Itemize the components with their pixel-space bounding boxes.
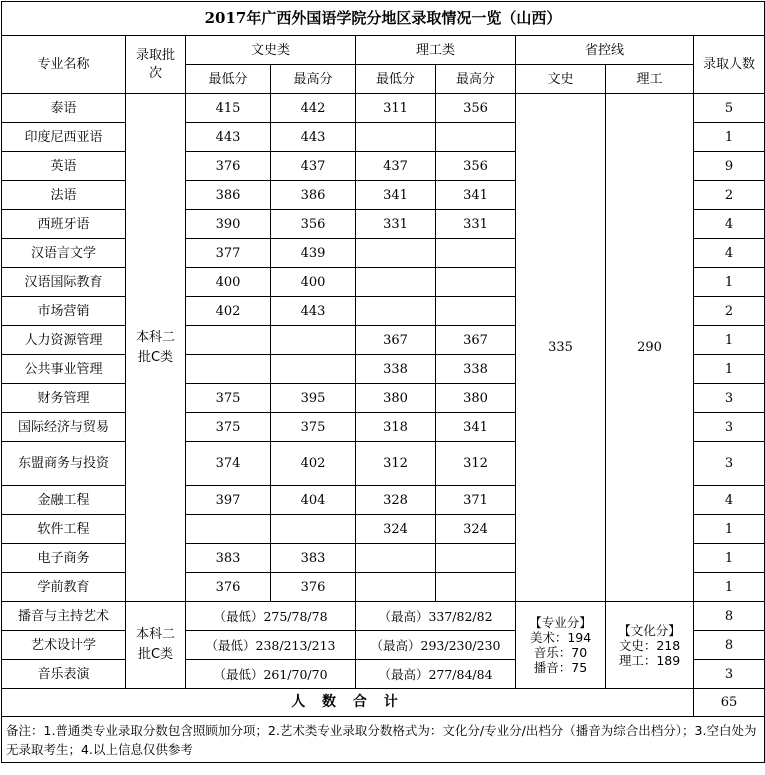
header-wenshi-min: 最低分 [186, 65, 271, 94]
header-count: 录取人数 [694, 36, 765, 94]
score-w-min: 375 [186, 384, 271, 413]
admit-count: 1 [694, 268, 765, 297]
admit-count: 2 [694, 181, 765, 210]
header-ligong-max: 最高分 [436, 65, 516, 94]
score-w-min [186, 515, 271, 544]
score-l-min [356, 297, 436, 326]
table-row [2, 94, 765, 123]
header-batch: 录取批次 [126, 36, 186, 94]
score-w-min: 443 [186, 123, 271, 152]
admit-count: 4 [694, 486, 765, 515]
score-w-max: 356 [271, 210, 356, 239]
art-max-score: （最高）277/84/84 [356, 660, 516, 689]
art-major-control [516, 602, 606, 689]
score-l-max: 331 [436, 210, 516, 239]
major-name: 财务管理 [2, 384, 126, 413]
score-w-max: 376 [271, 573, 356, 602]
admit-count: 1 [694, 326, 765, 355]
header-wenshi: 文史类 [186, 36, 356, 65]
score-l-max: 367 [436, 326, 516, 355]
score-l-max [436, 268, 516, 297]
score-w-min: 374 [186, 442, 271, 486]
art-admit-count: 8 [694, 631, 765, 660]
score-l-min: 437 [356, 152, 436, 181]
score-w-max: 443 [271, 123, 356, 152]
score-l-min: 367 [356, 326, 436, 355]
score-l-max [436, 297, 516, 326]
header-ligong-min: 最低分 [356, 65, 436, 94]
score-l-min: 312 [356, 442, 436, 486]
major-name: 学前教育 [2, 573, 126, 602]
score-l-min [356, 123, 436, 152]
admit-count: 1 [694, 573, 765, 602]
score-w-max: 442 [271, 94, 356, 123]
score-l-max: 312 [436, 442, 516, 486]
score-l-min: 324 [356, 515, 436, 544]
header-major: 专业名称 [2, 36, 126, 94]
art-min-score: （最低）261/70/70 [186, 660, 356, 689]
score-l-max: 380 [436, 384, 516, 413]
score-w-min: 390 [186, 210, 271, 239]
admit-count: 2 [694, 297, 765, 326]
major-name: 英语 [2, 152, 126, 181]
culture-score-title: 【文化分】 [618, 622, 681, 638]
score-l-max [436, 239, 516, 268]
major-name: 国际经济与贸易 [2, 413, 126, 442]
score-l-min [356, 268, 436, 297]
major-name: 东盟商务与投资 [2, 442, 126, 486]
score-w-min: 377 [186, 239, 271, 268]
score-l-min [356, 544, 436, 573]
admit-count: 3 [694, 384, 765, 413]
art-batch-cell: 本科二批C类 [126, 602, 186, 689]
admission-table [1, 1, 765, 763]
score-l-max [436, 123, 516, 152]
page-title: 2017年广西外国语学院分地区录取情况一览（山西） [2, 2, 765, 36]
culture-score-line: 文史：218 [618, 637, 681, 653]
header-ligong: 理工类 [356, 36, 516, 65]
art-admit-count: 8 [694, 602, 765, 631]
art-major-name: 艺术设计学 [2, 631, 126, 660]
admit-count: 9 [694, 152, 765, 181]
score-w-min: 375 [186, 413, 271, 442]
score-w-max [271, 326, 356, 355]
total-value: 65 [694, 689, 765, 717]
score-w-max: 400 [271, 268, 356, 297]
header-control-ligong: 理工 [606, 65, 694, 94]
admit-count: 4 [694, 239, 765, 268]
score-l-min: 328 [356, 486, 436, 515]
score-w-max: 375 [271, 413, 356, 442]
score-w-min [186, 326, 271, 355]
art-major-name: 音乐表演 [2, 660, 126, 689]
score-w-min [186, 355, 271, 384]
score-w-min: 415 [186, 94, 271, 123]
art-min-score: （最低）238/213/213 [186, 631, 356, 660]
header-wenshi-max: 最高分 [271, 65, 356, 94]
score-w-min: 376 [186, 152, 271, 181]
major-name: 市场营销 [2, 297, 126, 326]
score-w-max: 395 [271, 384, 356, 413]
art-min-score: （最低）275/78/78 [186, 602, 356, 631]
score-w-max: 404 [271, 486, 356, 515]
score-l-max: 324 [436, 515, 516, 544]
major-name: 电子商务 [2, 544, 126, 573]
score-w-max: 439 [271, 239, 356, 268]
note-row [2, 717, 765, 763]
major-name: 金融工程 [2, 486, 126, 515]
score-w-min: 400 [186, 268, 271, 297]
score-l-max: 341 [436, 413, 516, 442]
footnote: 备注：1.普通类专业录取分数包含照顾加分项；2.艺术类专业录取分数格式为：文化分/专业分/出档分（播音为综合出档分）；3.空白处为无录取考生；4.以上信息仅供参考 [2, 717, 765, 763]
total-label: 人 数 合 计 [2, 689, 694, 717]
major-score-line: 播音：75 [533, 660, 588, 675]
score-l-min: 318 [356, 413, 436, 442]
score-w-min: 386 [186, 181, 271, 210]
score-l-max [436, 544, 516, 573]
score-l-min: 380 [356, 384, 436, 413]
art-max-score: （最高）337/82/82 [356, 602, 516, 631]
art-major-name: 播音与主持艺术 [2, 602, 126, 631]
header-control-line: 省控线 [516, 36, 694, 65]
admit-count: 3 [694, 442, 765, 486]
culture-score-line: 理工：189 [618, 652, 681, 668]
major-score-title: 【专业分】 [529, 615, 592, 630]
art-row [2, 602, 765, 631]
admit-count: 4 [694, 210, 765, 239]
admit-count: 1 [694, 515, 765, 544]
major-score-line: 音乐：70 [533, 645, 588, 660]
admit-count: 5 [694, 94, 765, 123]
major-name: 汉语国际教育 [2, 268, 126, 297]
score-l-max: 371 [436, 486, 516, 515]
admit-count: 1 [694, 544, 765, 573]
score-w-max: 443 [271, 297, 356, 326]
major-name: 泰语 [2, 94, 126, 123]
score-w-min: 376 [186, 573, 271, 602]
major-name: 印度尼西亚语 [2, 123, 126, 152]
score-l-min: 331 [356, 210, 436, 239]
score-w-max [271, 515, 356, 544]
score-l-max: 356 [436, 152, 516, 181]
score-l-max [436, 573, 516, 602]
major-name: 西班牙语 [2, 210, 126, 239]
major-name: 软件工程 [2, 515, 126, 544]
major-score-line: 美术：194 [529, 630, 592, 645]
art-max-score: （最高）293/230/230 [356, 631, 516, 660]
score-l-min: 338 [356, 355, 436, 384]
major-name: 汉语言文学 [2, 239, 126, 268]
art-admit-count: 3 [694, 660, 765, 689]
score-l-max: 341 [436, 181, 516, 210]
major-name: 法语 [2, 181, 126, 210]
admit-count: 1 [694, 355, 765, 384]
control-line-wenshi: 335 [516, 94, 606, 602]
score-w-min: 397 [186, 486, 271, 515]
score-w-max [271, 355, 356, 384]
batch-cell: 本科二批C类 [126, 94, 186, 602]
score-w-max: 402 [271, 442, 356, 486]
admit-count: 3 [694, 413, 765, 442]
major-name: 人力资源管理 [2, 326, 126, 355]
score-l-min [356, 239, 436, 268]
major-name: 公共事业管理 [2, 355, 126, 384]
score-w-max: 383 [271, 544, 356, 573]
score-l-min: 311 [356, 94, 436, 123]
score-w-max: 437 [271, 152, 356, 181]
control-line-ligong: 290 [606, 94, 694, 602]
header-control-wenshi: 文史 [516, 65, 606, 94]
score-w-max: 386 [271, 181, 356, 210]
score-w-min: 402 [186, 297, 271, 326]
score-l-min: 341 [356, 181, 436, 210]
score-l-min [356, 573, 436, 602]
score-l-max: 356 [436, 94, 516, 123]
score-l-max: 338 [436, 355, 516, 384]
admit-count: 1 [694, 123, 765, 152]
total-row [2, 689, 765, 717]
art-culture-control [606, 602, 694, 689]
score-w-min: 383 [186, 544, 271, 573]
